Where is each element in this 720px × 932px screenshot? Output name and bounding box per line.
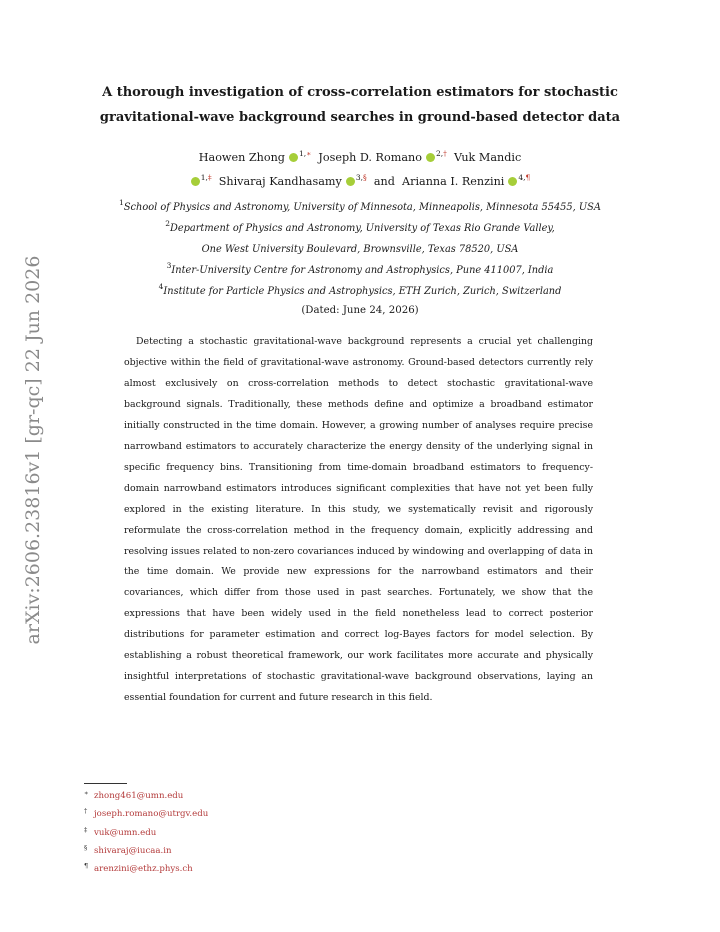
author-footnote-link[interactable]: † (443, 149, 447, 158)
footnote-rule (84, 783, 127, 784)
footnotes (84, 786, 208, 877)
footnote-mark: ¶ (84, 862, 89, 871)
author-footnote-link[interactable]: ‡ (207, 173, 212, 182)
date-line: (Dated: June 24, 2026) (301, 305, 419, 316)
orcid-icon[interactable] (346, 177, 355, 186)
footnote-mark: ∗ (84, 789, 89, 797)
author-name: Arianna I. Renzini (402, 175, 505, 188)
footnote-mark: ‡ (84, 825, 88, 834)
email-link[interactable]: vuk@umn.edu (94, 827, 157, 838)
author-name: Joseph D. Romano (318, 151, 422, 164)
footnote (84, 786, 208, 804)
affiliation-text: School of Physics and Astronomy, University of Minnesota, Minneapolis, Minnesota 55455, USA (123, 202, 601, 213)
affiliation-number: 4 (158, 282, 164, 291)
author-line-2 (60, 170, 660, 194)
abstract: Detecting a stochastic gravitational-wave background represents a crucial yet challenging objective within the field of gravitational-wave astronomy. Ground-based detectors currently rely almost exclusively on cross-correlation methods to detect stochastic gravitational-wave background signals. Traditionally, these methods define and optimize a broadband estimator initially constructed in the time domain. However, a growing number of analyses require precise narrowband estimators to accurately characterize the energy density of the underlying signal in specific frequency bins. Transitioning from time-domain broadband estimators to frequency-domain narrowband estimators introduces significant complexities that have not yet been fully explored in the existing literature. In this study, we systematically revisit and rigorously reformulate the cross-correlation method in the frequency domain, explicitly addressing and resolving issues related to non-zero covariances induced by windowing and overlapping of data in the time domain. We provide new expressions for the narrowband estimators and their covariances, which differ from those used in past searches. Fortunately, we show that the expressions that have been widely used in the field nonetheless lead to correct posterior distributions for parameter estimation and correct log-Bayes factors for model selection. By establishing a robust theoretical framework, our work facilitates more accurate and physically insightful interpretations of stochastic gravitational-wave background observations, laying an essential foundation for current and future research in this field. (124, 336, 593, 704)
affiliation (60, 260, 660, 281)
email-link[interactable]: joseph.romano@utrgv.edu (94, 809, 209, 820)
affiliation-text: Department of Physics and Astronomy, University of Texas Rio Grande Valley, (169, 223, 555, 234)
author-name: Vuk Mandic (453, 151, 522, 164)
footnote-mark: † (84, 807, 88, 816)
orcid-icon[interactable] (426, 153, 435, 162)
footnote (84, 804, 208, 822)
author-footnote-link[interactable]: ¶ (525, 173, 531, 182)
orcid-icon[interactable] (289, 153, 298, 162)
author-name: Shivaraj Kandhasamy (218, 175, 342, 188)
author-name: Haowen Zhong (198, 151, 285, 164)
affiliation (60, 197, 660, 218)
author-affiliation-mark: 1, (200, 173, 208, 182)
email-link[interactable]: shivaraj@iucaa.in (94, 845, 172, 856)
author-conjunction: and (373, 175, 395, 188)
paper-title (60, 80, 660, 130)
affiliation-number: 1 (119, 198, 124, 207)
author-affiliation-mark: 1, (298, 149, 307, 158)
footnote (84, 859, 208, 877)
affiliations (60, 197, 660, 302)
affiliation (60, 281, 660, 302)
footnote (84, 841, 208, 859)
author-list (60, 146, 660, 194)
affiliation-text: One West University Boulevard, Brownsville, Texas 78520, USA (201, 244, 519, 255)
affiliation-text: Inter-University Centre for Astronomy and Astrophysics, Pune 411007, India (171, 265, 554, 276)
orcid-icon[interactable] (191, 177, 200, 186)
email-link[interactable]: zhong461@umn.edu (94, 791, 184, 801)
affiliation-number: 2 (165, 219, 170, 228)
affiliation-number: 3 (166, 261, 172, 270)
footnote-mark: § (84, 843, 88, 852)
author-footnote-link[interactable]: ∗ (306, 149, 312, 158)
affiliation-text: Institute for Particle Physics and Astrophysics, ETH Zurich, Zurich, Switzerland (163, 286, 562, 297)
author-affiliation-mark: 4, (518, 173, 526, 182)
arxiv-stamp-text: arXiv:2606.23816v1 [gr-qc] 22 Jun 2026 (22, 255, 44, 645)
author-affiliation-mark: 2, (435, 149, 444, 158)
footnote (84, 823, 208, 841)
author-line-1 (60, 146, 660, 170)
arxiv-stamp (20, 255, 46, 645)
affiliation-continuation (60, 239, 660, 260)
orcid-icon[interactable] (508, 177, 517, 186)
title-line-2: gravitational-wave background searches in ground-based detector data (99, 110, 621, 125)
email-link[interactable]: arenzini@ethz.phys.ch (94, 864, 193, 875)
author-footnote-link[interactable]: § (362, 173, 367, 182)
title-line-1: A thorough investigation of cross-correlation estimators for stochastic (102, 85, 618, 100)
affiliation (60, 218, 660, 239)
author-affiliation-mark: 3, (355, 173, 363, 182)
